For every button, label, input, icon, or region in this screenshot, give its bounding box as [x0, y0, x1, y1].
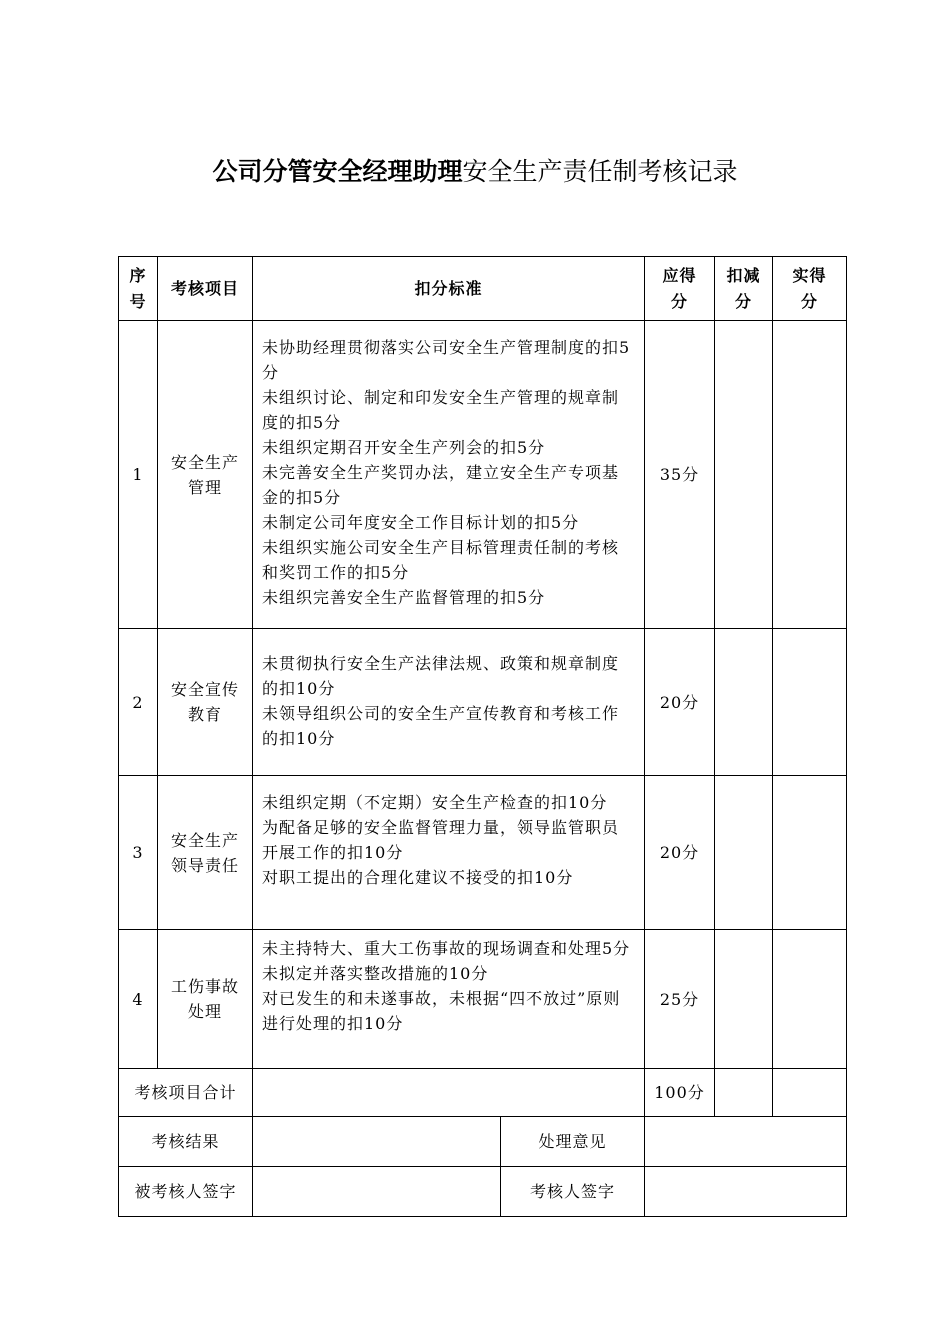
table-row [119, 776, 847, 930]
assessor-sign-value[interactable] [645, 1167, 847, 1217]
criteria-line: 对已发生的和未遂事故，未根据“四不放过”原则进行处理的扣10分 [262, 989, 621, 1033]
criteria-line: 未完善安全生产奖罚办法，建立安全生产专项基金的扣5分 [262, 463, 620, 507]
criteria-line: 未贯彻执行安全生产法律法规、政策和规章制度的扣10分 [262, 654, 620, 698]
criteria-line: 未协助经理贯彻落实公司安全生产管理制度的扣5分 [262, 338, 631, 382]
criteria-line: 未组织实施公司安全生产目标管理责任制的考核和奖罚工作的扣5分 [262, 538, 620, 582]
row-criteria [253, 321, 645, 629]
row-index: 4 [119, 930, 158, 1069]
criteria-line: 未领导组织公司的安全生产宣传教育和考核工作的扣10分 [262, 704, 620, 748]
criteria-line: 对职工提出的合理化建议不接受的扣10分 [262, 868, 574, 887]
row-deduct[interactable] [715, 629, 773, 776]
row-actual[interactable] [773, 321, 847, 629]
row-item: 安全生产领导责任 [158, 776, 253, 930]
criteria-line: 未组织定期（不定期）安全生产检查的扣10分 [262, 793, 608, 812]
row-actual[interactable] [773, 629, 847, 776]
header-due: 应得分 [645, 257, 715, 321]
criteria-line: 未组织定期召开安全生产列会的扣5分 [262, 438, 546, 457]
assessee-sign-label: 被考核人签字 [119, 1167, 253, 1217]
row-deduct[interactable] [715, 930, 773, 1069]
row-due: 20分 [645, 629, 715, 776]
result-row [119, 1117, 847, 1167]
row-due: 25分 [645, 930, 715, 1069]
row-criteria [253, 629, 645, 776]
row-index: 3 [119, 776, 158, 930]
row-index: 1 [119, 321, 158, 629]
total-label: 考核项目合计 [119, 1069, 253, 1117]
header-deduct: 扣减分 [715, 257, 773, 321]
table-row [119, 321, 847, 629]
row-deduct[interactable] [715, 776, 773, 930]
result-value[interactable] [253, 1117, 645, 1167]
assessor-sign-label: 考核人签字 [529, 1182, 615, 1201]
row-deduct[interactable] [715, 321, 773, 629]
criteria-line: 为配备足够的安全监督管理力量，领导监管职员开展工作的扣10分 [262, 818, 620, 862]
table-header-row [119, 257, 847, 321]
total-actual[interactable] [773, 1069, 847, 1117]
total-row [119, 1069, 847, 1117]
row-criteria [253, 930, 645, 1069]
criteria-line: 未主持特大、重大工伤事故的现场调查和处理5分 [262, 939, 631, 958]
total-deduct[interactable] [715, 1069, 773, 1117]
table-row [119, 930, 847, 1069]
total-due: 100分 [645, 1069, 715, 1117]
row-due: 20分 [645, 776, 715, 930]
header-criteria: 扣分标准 [253, 257, 645, 321]
row-item: 工伤事故处理 [158, 930, 253, 1069]
row-criteria [253, 776, 645, 930]
title-normal-part: 安全生产责任制考核记录 [462, 157, 738, 186]
assessee-sign-value[interactable] [253, 1167, 645, 1217]
criteria-line: 未拟定并落实整改措施的10分 [262, 964, 489, 983]
document-title [0, 152, 950, 192]
criteria-line: 未组织讨论、制定和印发安全生产管理的规章制度的扣5分 [262, 388, 620, 432]
title-bold-part: 公司分管安全经理助理 [212, 157, 463, 186]
row-actual[interactable] [773, 776, 847, 930]
row-actual[interactable] [773, 930, 847, 1069]
total-criteria-cell [253, 1069, 645, 1117]
header-index: 序号 [119, 257, 158, 321]
opinion-value[interactable] [645, 1117, 847, 1167]
row-index: 2 [119, 629, 158, 776]
result-label: 考核结果 [119, 1117, 253, 1167]
header-actual: 实得分 [773, 257, 847, 321]
row-item: 安全生产管理 [158, 321, 253, 629]
row-due: 35分 [645, 321, 715, 629]
criteria-line: 未制定公司年度安全工作目标计划的扣5分 [262, 513, 580, 532]
signature-row [119, 1167, 847, 1217]
criteria-line: 未组织完善安全生产监督管理的扣5分 [262, 588, 546, 607]
table-row [119, 629, 847, 776]
assessment-table [118, 256, 847, 1217]
opinion-label: 处理意见 [538, 1132, 607, 1151]
row-item: 安全宣传教育 [158, 629, 253, 776]
header-item: 考核项目 [158, 257, 253, 321]
